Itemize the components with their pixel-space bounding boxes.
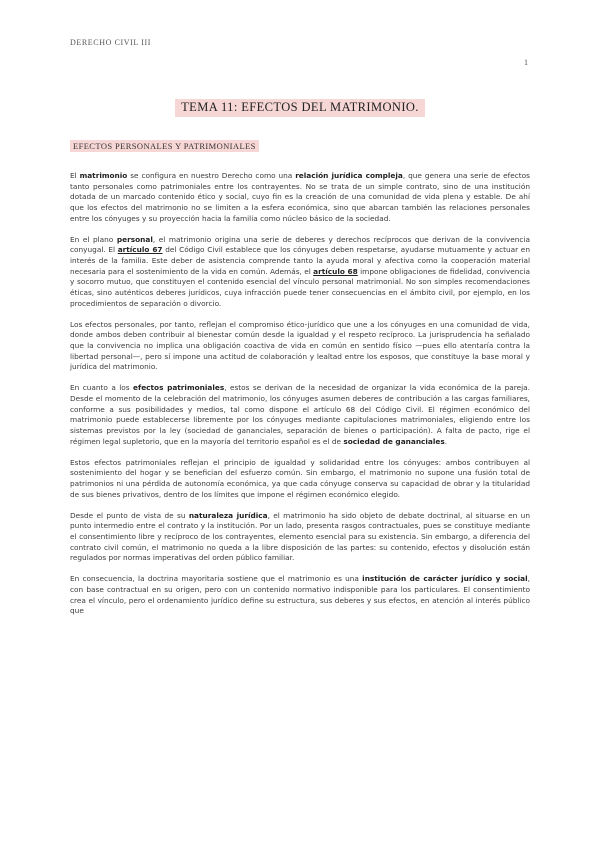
bold-term: institución de carácter jurídico y social xyxy=(362,574,528,584)
bold-term: relación jurídica compleja xyxy=(295,171,403,180)
text-run: En el plano xyxy=(70,234,117,244)
article-reference: artículo 67 xyxy=(117,245,163,255)
text-run: , el matrimonio origina una serie de deberes y derechos recíprocos que derivan de la convivencia conyugal. El xyxy=(70,234,530,255)
page-number: 1 xyxy=(524,58,528,67)
text-run: , el matrimonio ha sido objeto de debate doctrinal, al situarse en un punto intermedio entre el contrato y la institución. Por un lado, presenta rasgos contractuales, pues se constituye mediante el consentimiento libre y recíproco de los contrayentes, elemento esencial para su existencia. Sin embargo, a diferencia del contrato civil común, el matrimonio no queda a la libre disposición de las partes: su contenido, efectos y disolución están regulados por normas imperativas del orden público familiar. xyxy=(70,510,530,563)
paragraph-6 xyxy=(70,511,530,564)
text-run: El xyxy=(70,171,80,180)
text-run: Estos efectos patrimoniales reflejan el principio de igualdad y solidaridad entre los cónyuges: ambos contribuyen al sostenimiento del hogar y se benefician del esfuerzo común. Sin embargo, el matrimonio no supone una fusión total de patrimonios ni una pérdida de autonomía económica, ya que cada cónyuge conserva su capacidad de obrar y la titularidad de sus bienes privativos, dentro de los límites que impone el régimen económico elegido. xyxy=(70,457,530,499)
text-run: , con base contractual en su origen, pero con un contenido normativo indisponible para los particulares. El consentimiento crea el vínculo, pero el ordenamiento jurídico define su estructura, sus deberes y sus efectos, en atención al interés público que xyxy=(70,574,530,616)
bold-term: naturaleza jurídica xyxy=(188,510,268,520)
paragraph-2 xyxy=(70,235,530,310)
section-heading: EFECTOS PERSONALES Y PATRIMONIALES xyxy=(70,140,259,152)
bold-term: personal xyxy=(116,234,153,244)
course-header: DERECHO CIVIL III xyxy=(70,38,152,47)
text-run: del Código Civil establece que los cónyuges deben respetarse, ayudarse mutuamente y actuar en interés de la familia. Este deber de asistencia comprende tanto la ayuda moral y afectiva como la cooperación material necesaria para el sostenimiento de la vida en común. Además, el xyxy=(70,245,530,276)
text-run: Los efectos personales, por tanto, reflejan el compromiso ético-jurídico que une a los cónyuges en una comunidad de vida, donde ambos deben contribuir al bienestar común desde la igualdad y el respeto recíproco. La jurisprudencia ha señalado que la convivencia no implica una obligación coactiva de vida en común en sentido físico —pues ello atentaría contra la libertad personal—, pero sí impone una actitud de colaboración y lealtad entre los esposos, que constituye la base moral y jurídica del matrimonio. xyxy=(70,319,530,372)
text-run: se configura en nuestro Derecho como una xyxy=(127,171,296,180)
text-run: , que genera una serie de efectos tanto personales como patrimoniales entre los contrayentes. No se trata de un simple contrato, sino de una institución dotada de un marcado contenido ético y social, cuyo fin es la creación de una comunidad de vida plena y estable. De ahí que los efectos del matrimonio no se limiten a la esfera económica, sino que abarcan también las relaciones personales entre los cónyuges y su proyección hacia la familia como núcleo básico de la sociedad. xyxy=(70,171,530,223)
bold-term: matrimonio xyxy=(79,171,128,180)
text-run: . xyxy=(444,436,448,446)
bold-term: sociedad de gananciales xyxy=(343,436,445,446)
paragraph-5 xyxy=(70,458,530,501)
text-run: , estos se derivan de la necesidad de organizar la vida económica de la pareja. Desde el momento de la celebración del matrimonio, los cónyuges asumen deberes de contribución a las cargas familiares, conforme a sus posibilidades y medios, tal como dispone el artículo 68 del Código Civil. El régimen económico del matrimonio puede establecerse libremente por los cónyuges mediante capitulaciones matrimoniales, eligiendo entre los sistemas previstos por la ley (sociedad de gananciales, separación de bienes o participación). A falta de pacto, rige el régimen legal supletorio, que en la mayoría del territorio español es el de xyxy=(70,383,530,446)
bold-term: efectos patrimoniales xyxy=(133,383,225,393)
text-run: impone obligaciones de fidelidad, convivencia y socorro mutuo, que constituyen el contenido esencial del vínculo personal matrimonial. No son simples recomendaciones éticas, sino auténticos deberes jurídicos, cuya infracción puede tener consecuencias en el ámbito civil, por ejemplo, en los procedimientos de separación o divorcio. xyxy=(70,266,530,308)
paragraph-7 xyxy=(70,574,530,617)
article-reference: artículo 68 xyxy=(313,266,358,276)
paragraph-1 xyxy=(70,171,530,224)
text-run: En cuanto a los xyxy=(70,383,134,393)
paragraph-3 xyxy=(70,320,530,373)
page-title: TEMA 11: EFECTOS DEL MATRIMONIO. xyxy=(175,99,425,117)
document-body xyxy=(70,171,530,627)
paragraph-4 xyxy=(70,383,530,447)
title-container xyxy=(0,96,600,117)
text-run: Desde el punto de vista de su xyxy=(70,510,189,520)
text-run: En consecuencia, la doctrina mayoritaria sostiene que el matrimonio es una xyxy=(70,574,363,584)
